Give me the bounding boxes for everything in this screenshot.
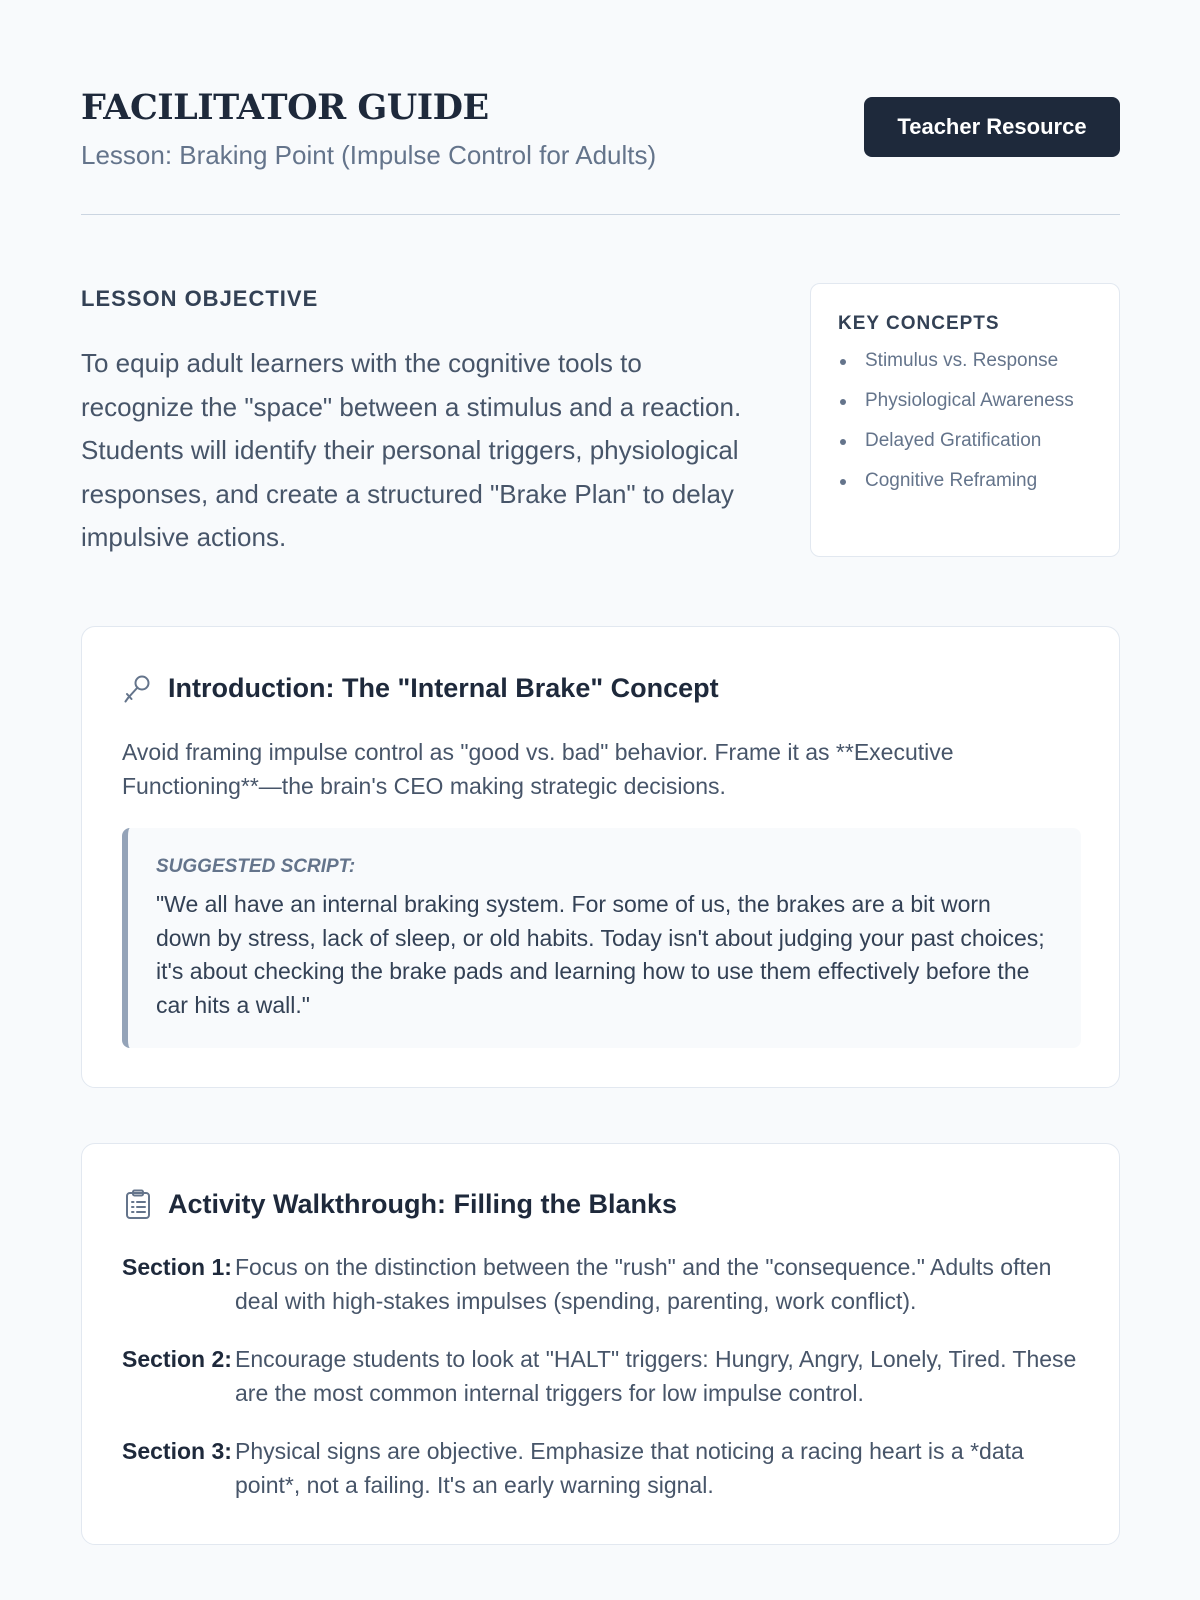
microphone-icon <box>122 672 154 704</box>
section-row <box>122 1343 1082 1410</box>
lesson-subtitle: Lesson: Braking Point (Impulse Control for Adults) <box>81 140 657 170</box>
introduction-text: Avoid framing impulse control as "good vs. bad" behavior. Frame it as **Executive Functioning**—the brain's CEO making strategic decisions. <box>122 739 954 799</box>
section-row <box>122 1435 1082 1502</box>
clipboard-icon <box>122 1188 154 1220</box>
key-concepts-list <box>838 348 1093 494</box>
key-concept-item: Physiological Awareness <box>838 388 1093 414</box>
key-concepts-box <box>810 283 1120 557</box>
activity-title: Activity Walkthrough: Filling the Blanks <box>168 1189 678 1219</box>
activity-header <box>122 1187 677 1221</box>
suggested-script-box <box>122 828 1081 1048</box>
section-row <box>122 1251 1082 1318</box>
key-concept-item: Stimulus vs. Response <box>838 348 1093 374</box>
facilitator-guide-page <box>81 0 1120 1498</box>
page-header <box>81 0 1120 215</box>
key-concepts-heading: KEY CONCEPTS <box>838 313 1000 334</box>
teacher-resource-badge: Teacher Resource <box>864 97 1120 157</box>
activity-walkthrough-card <box>81 1143 1120 1545</box>
section-text: Physical signs are objective. Emphasize that noticing a racing heart is a *data point*, not a failing. It's an early warning signal. <box>235 1438 1024 1498</box>
introduction-header <box>122 671 719 705</box>
section-text: Focus on the distinction between the "rush" and the "consequence." Adults often deal with high-stakes impulses (spending, parenting, work conflict). <box>235 1254 1052 1314</box>
introduction-title: Introduction: The "Internal Brake" Concept <box>168 673 719 703</box>
activity-sections <box>122 1251 1082 1527</box>
key-concept-item: Cognitive Reframing <box>838 468 1093 494</box>
section-text: Encourage students to look at "HALT" triggers: Hungry, Angry, Lonely, Tired. These are the most common internal triggers for low impulse control. <box>235 1346 1077 1406</box>
suggested-script-label: SUGGESTED SCRIPT: <box>156 856 356 877</box>
section-label: Section 3: <box>122 1438 232 1464</box>
introduction-card <box>81 626 1120 1088</box>
lesson-objective-text: To equip adult learners with the cognitive tools to recognize the "space" between a stimulus and a reaction. Students will identify their personal triggers, physiological responses, and create a structured "Brake Plan" to delay impulsive actions. <box>81 348 742 552</box>
lesson-objective-heading: LESSON OBJECTIVE <box>81 286 319 311</box>
section-label: Section 1: <box>122 1254 232 1280</box>
page-title: FACILITATOR GUIDE <box>81 87 489 128</box>
suggested-script-text: "We all have an internal braking system. For some of us, the brakes are a bit worn down by stress, lack of sleep, or old habits. Today isn't about judging your past choices; it's about checking the brake pads and learning how to use them effectively before the car hits a wall." <box>156 891 1045 1018</box>
key-concept-item: Delayed Gratification <box>838 428 1093 454</box>
section-label: Section 2: <box>122 1346 232 1372</box>
